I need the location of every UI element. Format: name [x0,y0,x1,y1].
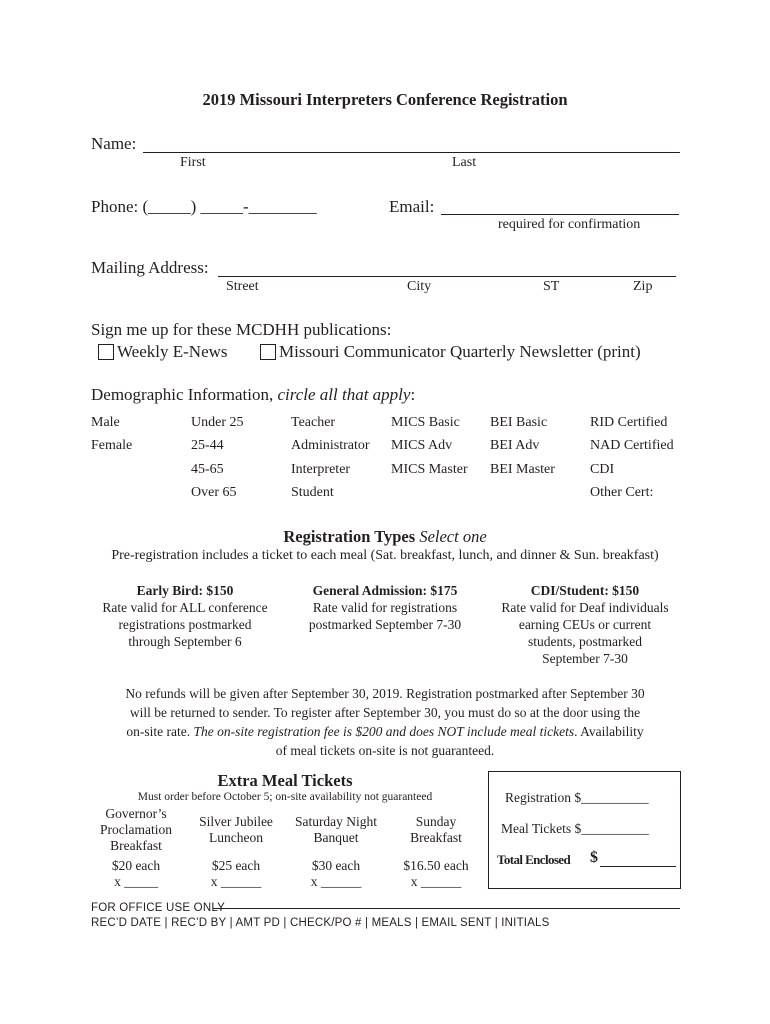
registration-note: Pre-registration includes a ticket to each meal (Sat. breakfast, lunch, and dinner & Sun. breakfast) [111,548,659,563]
meals-heading: Extra Meal Tickets [217,771,353,790]
option-title: CDI/Student: $150 [530,583,640,598]
demo-option: Under 25 [191,415,244,430]
total-enclosed-dollar: $ [590,849,598,866]
meal-quantity-field: x _____ [114,874,158,889]
demo-option: Teacher [291,415,336,430]
newsletter-label: Missouri Communicator Quarterly Newsletter (print) [279,342,641,361]
demographic-heading: Demographic Information, circle all that apply: [91,385,416,404]
weekly-enews-checkbox[interactable] [98,344,114,360]
meals-note: Must order before October 5; on-site availability not guaranteed [137,791,433,803]
demo-option: BEI Adv [490,438,540,454]
meal-quantity-field: x ______ [210,874,262,889]
demo-option: CDI [590,461,615,477]
name-field[interactable] [143,152,680,153]
demo-option: Male [91,415,120,430]
demo-mics-column[interactable] [391,411,468,481]
address-city-caption: City [407,279,432,294]
publications-heading: Sign me up for these MCDHH publications: [91,320,392,339]
demo-gender-column[interactable] [91,411,132,458]
demo-bei-column[interactable] [490,411,555,481]
address-street-caption: Street [226,279,259,294]
demo-option: MICS Master [391,461,468,477]
meal-quantity-field: x ______ [410,874,462,889]
address-st-caption: ST [543,279,560,294]
address-zip-caption: Zip [633,279,653,294]
email-note: required for confirmation [498,217,641,232]
demo-option: Over 65 [191,484,237,500]
option-title: Early Bird: $150 [136,583,234,598]
refund-policy: No refunds will be given after September 30, 2019. Registration postmarked after September 30 will be returned to sender. To register after September 30, you must do so at the door using the on-site rate. The on-site registration fee is $200 and does NOT include meal tickets. Availability of meal tickets on-site is not guaranteed. [125,686,645,758]
registration-heading: Registration Types Select one [283,527,487,546]
name-last-caption: Last [452,155,477,170]
demo-option: MICS Basic [391,415,460,430]
office-use-fields: REC’D DATE | REC’D BY | AMT PD | CHECK/PO # | MEALS | EMAIL SENT | INITIALS [91,917,550,929]
total-enclosed-label: Total Enclosed [497,852,571,867]
page-title: 2019 Missouri Interpreters Conference Registration [202,90,568,109]
email-label: Email: [389,197,435,216]
meal-tickets-total-field[interactable]: Meal Tickets $__________ [501,821,649,836]
phone-field[interactable]: Phone: (_____) _____-________ [91,197,317,216]
email-field[interactable] [441,214,679,215]
meal-quantity-field: x ______ [310,874,362,889]
meal-item-saturday-banquet[interactable]: Saturday Night Banquet $30 each x ______ [286,806,386,890]
newsletter-checkbox[interactable] [260,344,276,360]
registration-total-field[interactable]: Registration $__________ [505,790,649,805]
meal-item-silver-jubilee-luncheon[interactable]: Silver Jubilee Luncheon $25 each x ______ [186,806,286,890]
demo-option: Student [291,484,334,500]
demo-option: 25-44 [191,438,224,454]
demo-option: BEI Master [490,461,555,477]
weekly-enews-label: Weekly E-News [117,342,228,361]
demo-cert-column[interactable] [590,411,674,504]
demo-option: Other Cert: [590,484,654,500]
office-use-label: FOR OFFICE USE ONLY [91,902,225,914]
demo-option: BEI Basic [490,415,548,430]
office-use-divider [213,908,680,909]
name-first-caption: First [180,155,206,170]
demo-option: RID Certified [590,415,668,430]
total-enclosed-field[interactable] [600,866,676,867]
meal-item-governors-breakfast[interactable]: Governor’s Proclamation Breakfast $20 each x _____ [86,806,186,890]
address-label: Mailing Address: [91,258,209,277]
demo-option: Female [91,438,133,454]
demo-age-column[interactable] [191,411,244,504]
registration-option-cdi-student[interactable]: CDI/Student: $150 Rate valid for Deaf individuals earning CEUs or current students, postmarked September 7-30 [485,582,685,667]
demo-option: 45-65 [191,461,224,477]
option-title: General Admission: $175 [312,583,458,598]
demo-option: NAD Certified [590,438,674,454]
demo-role-column[interactable] [291,411,370,504]
address-field[interactable] [218,276,676,277]
demo-option: MICS Adv [391,438,453,454]
demo-option: Interpreter [291,461,351,477]
registration-option-general[interactable]: General Admission: $175 Rate valid for registrations postmarked September 7-30 [285,582,485,633]
name-label: Name: [91,134,137,153]
registration-option-early-bird[interactable]: Early Bird: $150 Rate valid for ALL conference registrations postmarked through September 6 [85,582,285,650]
meal-item-sunday-breakfast[interactable]: Sunday Breakfast $16.50 each x ______ [386,806,486,890]
demo-option: Administrator [291,438,370,454]
